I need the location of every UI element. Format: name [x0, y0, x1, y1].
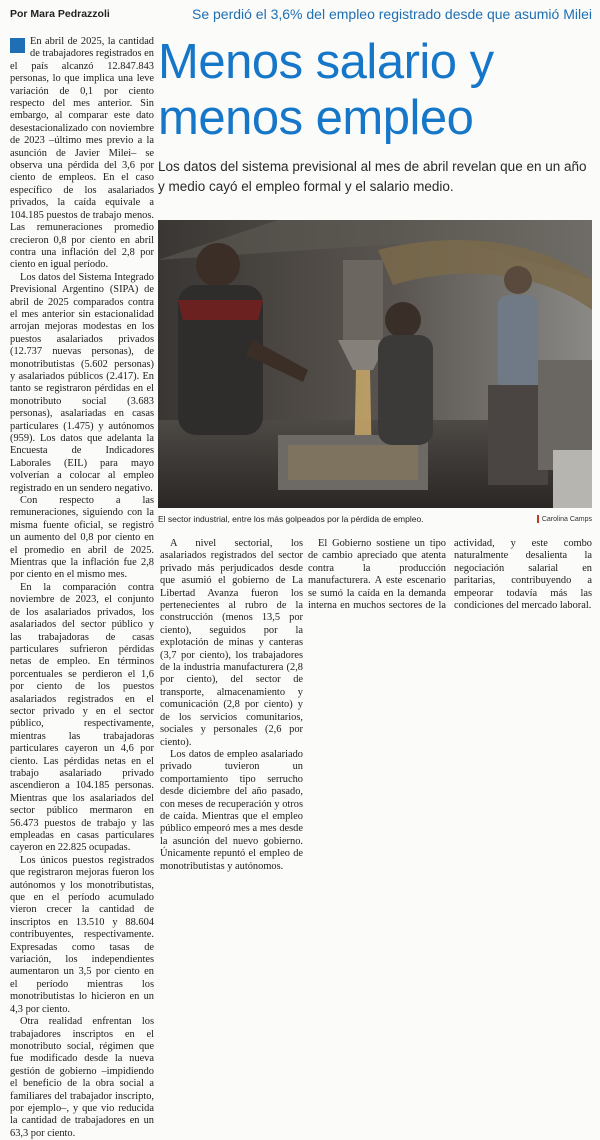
paragraph: El Gobierno sostiene un tipo de cambio apreciado que atenta contra la producción manufacturera. A este escenario se sumó la caída en la demanda interna en muchos sectores de la actividad, y este combo naturalmente desalienta la negociación salarial en paritarias, contribuyendo a empeorar todavía más las condiciones del mercado laboral.	[308, 538, 592, 612]
column-left	[10, 36, 154, 1139]
byline: Por Mara Pedrazzoli	[10, 8, 110, 20]
paragraph: En la comparación contra noviembre de 2023, el conjunto de los asalariados privados, los asalariados del sector público y las trabajadoras de casas particulares sufrieron pérdidas netas de empleo. En términos porcentuales se perdieron el 1,6 por ciento de los puestos asalariados registrados en el sector privado y en el sector público, respectivamente, mientras las trabajadoras particulares cayeron un 4,6 por ciento. Las pérdidas netas en el trabajo asalariado privado ascendieron a 104.185 personas. Mientras que los asalariados del sector público mermaron en 56.473 puestos de trabajo y las empleadas en casas particulares cayeron en 22.825 ocupadas.	[10, 581, 154, 854]
paragraph: Los datos de empleo asalariado privado tuvieron un comportamiento tipo serrucho desde diciembre del año pasado, con meses de recuperación y otros de caída. Mientras que el empleo público empeoró mes a mes desde la asunción del nuevo gobierno. Únicamente repuntó el empleo de monotributistas y autónomos.	[160, 748, 303, 872]
paragraph: En abril de 2025, la cantidad de trabajadores registrados en el país alcanzó 12.847.843 personas, lo que implica una leve variación de 0,1 por ciento respecto del mes anterior. Sin embargo, al comparar este dato desestacionalizado con noviembre de 2023 –último mes previo a la asunción de Javier Milei– se observa una pérdida del 3,6 por ciento de empleos. En el caso específico de los asalariados privados, la caída equivale a 104.185 puestos de trabajo menos. Las remuneraciones promedio crecieron 0,8 por ciento en abril contra una inflación del 2,8 por ciento en igual período.	[10, 36, 154, 271]
factory-workers-image	[158, 220, 592, 508]
paragraph: Los únicos puestos registrados que registraron mejoras fueron los autónomos y los monotributistas, que en el período acumulado vieron crecer la cantidad de inscriptos en 13.510 y 88.604 contribuyentes, respectivamente. Expresadas como tasas de variación, los independientes aumentaron un 3,5 por ciento en el período mientras los monotributistas lo hicieron en un 4,3 por ciento.	[10, 854, 154, 1015]
paragraph: A nivel sectorial, los asalariados registrados del sector privado más perjudicados desde que asumió el gobierno de La Libertad Avanza fueron los pertenecientes al rubro de la construcción (menos 13,5 por ciento), seguidos por la explotación de minas y canteras (3,7 por ciento), los trabajadores de la industria manufacturera (2,8 por ciento), del sector de transporte, almacenamiento y comunicación (2,8 por ciento) y de los servicios comunitarios, sociales y personales (2,6 por ciento).	[160, 538, 303, 748]
credit-marker	[537, 515, 539, 523]
lead-square-icon	[10, 38, 25, 53]
article-photo	[158, 220, 592, 508]
paragraph: Otra realidad enfrentan los trabajadores inscriptos en el monotributo social, régimen que fue modificado desde la nueva gestión de gobierno –impidiendo el beneficio de la obra social a familiares del trabajador inscripto, por ejemplo–, y que vio reducida la cantidad de trabajadores en un 63,3 por ciento.	[10, 1016, 154, 1139]
kicker: Se perdió el 3,6% del empleo registrado desde que asumió Milei	[191, 6, 592, 22]
paragraph: Los datos del Sistema Integrado Previsional Argentino (SIPA) de abril de 2025 comparados contra el mes anterior sin estacionalidad arrojan mejoras modestas en los puestos asalariados privados (12.737 nuevas personas), de monotributistas (5.602 personas) y asalariados públicos (2.417). En tanto se registraron pérdidas en el monotributo social (3.683 personas), asalariadas en casas particulares (1.475) y autónomos (959). Los datos que adelanta la Encuesta de Indicadores Laborales (EIL) para mayo volverían a colocar al empleo registrado en un sendero negativo.	[10, 271, 154, 494]
deck: Los datos del sistema previsional al mes de abril revelan que en un año y medio cayó el empleo formal y el salario medio.	[158, 159, 587, 194]
photo-caption: El sector industrial, entre los más golpeados por la pérdida de empleo.	[158, 514, 424, 524]
photo-credit	[520, 515, 592, 523]
paragraph: Con respecto a las remuneraciones, siguiendo con la misma fuente oficial, se registró un aumento del 0,8 por ciento en el promedio en abril de 2025. Mientras que la inflación fue 2,8 por ciento en el mismo mes.	[10, 495, 154, 581]
photo-credit-text: Carolina Camps	[541, 515, 592, 523]
headline: Menos salario y menos empleo	[158, 35, 494, 145]
column-middle	[160, 538, 303, 953]
column-right	[308, 538, 592, 953]
